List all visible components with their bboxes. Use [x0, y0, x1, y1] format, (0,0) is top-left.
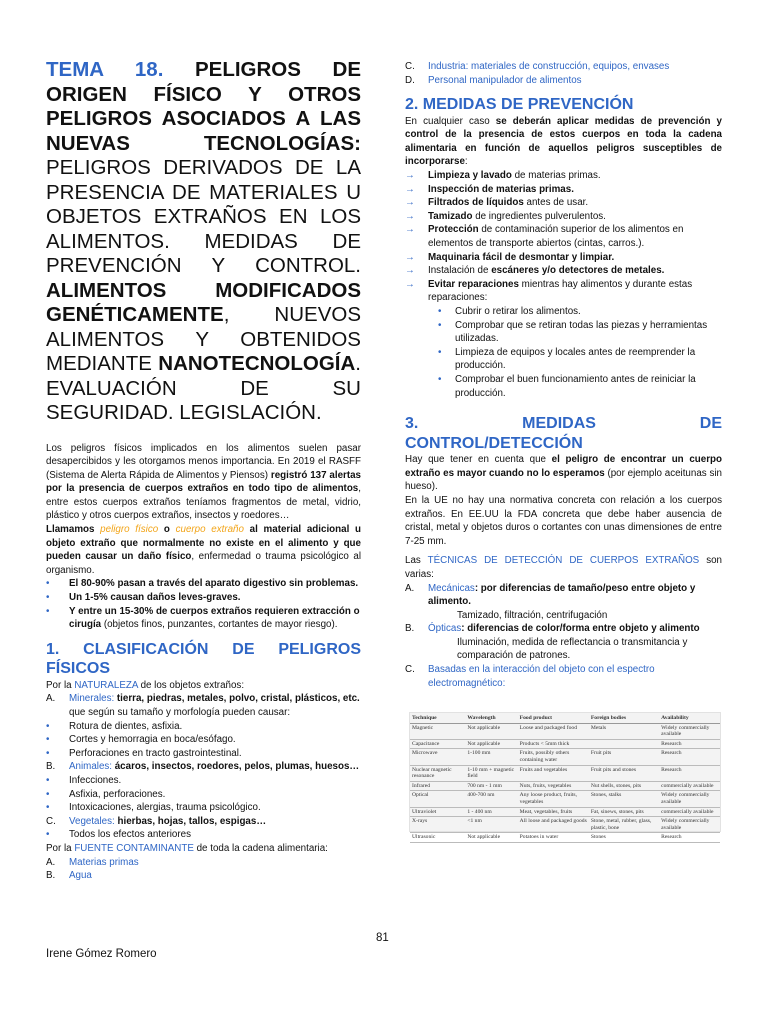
table-cell: 700 nm - 1 mm: [465, 781, 517, 791]
list-item: • Infecciones.: [46, 774, 122, 786]
list-item-minerales: A. Minerales: tierra, piedras, metales, polvo, cristal, plásticos, etc. que según su tamaño y morfología pueden causar:: [46, 693, 360, 718]
table-cell: Ultraviolet: [410, 807, 465, 817]
table-cell: Metals: [589, 723, 659, 739]
list-item: C. Industria: materiales de construcción, equipos, envases: [405, 61, 670, 72]
prevention-paragraph: En cualquier caso se deberán aplicar medidas de prevención y control de la presencia de estos cuerpos en toda la cadena alimentaria en función de aquellos peligros susceptibles de incorporarse:: [405, 115, 722, 168]
table-header-row: [410, 713, 720, 723]
list-item: • El 80-90% pasan a través del aparato digestivo sin problemas.: [46, 578, 359, 590]
techniques-line: Las TÉCNICAS DE DETECCIÓN DE CUERPOS EXTRAÑOS son varias:: [405, 555, 722, 580]
table-cell: <1 nm: [465, 817, 517, 833]
table-cell: Widely commercially available: [659, 817, 720, 833]
right-column: [405, 60, 722, 690]
list-item: → Maquinaria fácil de desmontar y limpiar.: [405, 251, 615, 263]
table-cell: Research: [659, 765, 720, 781]
table-cell: Fruits and vegetables: [518, 765, 589, 781]
statistics-list: [46, 577, 361, 631]
table-header-cell: Foreign bodies: [589, 713, 659, 723]
prevention-list: [405, 169, 722, 400]
table-row: [410, 817, 720, 833]
table-cell: Products < 5mm thick: [518, 739, 589, 749]
table-row: [410, 781, 720, 791]
list-item: → Instalación de escáneres y/o detectores de metales.: [405, 265, 665, 277]
table-cell: commercially available: [659, 781, 720, 791]
table-cell: Optical: [410, 791, 465, 807]
table-cell: Loose and packaged food: [518, 723, 589, 739]
list-item: → Evitar reparaciones mientras hay alimentos y durante estas reparaciones:: [405, 278, 693, 304]
list-item-opticas: B. Ópticas: diferencias de color/forma entre objeto y alimento: [405, 623, 700, 635]
table-cell: Ultrasonic: [410, 833, 465, 843]
table-cell: Fat, sinews, stones, pits: [589, 807, 659, 817]
table-cell: Magnetic: [410, 723, 465, 739]
footer-author: Irene Gómez Romero: [46, 948, 157, 960]
list-item: • Asfixia, perforaciones.: [46, 788, 166, 800]
table-cell: Not applicable: [465, 833, 517, 843]
table-cell: Nut shells, stones, pits: [589, 781, 659, 791]
table-cell: 1-10 mm + magnetic field: [465, 765, 517, 781]
list-item-espectro: C. Basadas en la interacción del objeto con el espectro electromagnético:: [405, 664, 655, 689]
table-cell: Meat, vegetables, fruits: [518, 807, 589, 817]
table-cell: [589, 739, 659, 749]
list-item: • Limpieza de equipos y locales antes de reemprender la producción.: [438, 346, 696, 372]
arrow-right-icon: →: [405, 265, 415, 277]
table-cell: 1 - 400 nm: [465, 807, 517, 817]
table-cell: Research: [659, 749, 720, 765]
table-cell: All loose and packaged goods: [518, 817, 589, 833]
arrow-right-icon: →: [405, 210, 415, 222]
detection-techniques-table: [409, 712, 721, 841]
table-header-cell: Availability: [659, 713, 720, 723]
list-item: • Cortes y hemorragia en boca/esófago.: [46, 734, 236, 746]
arrow-right-icon: →: [405, 183, 415, 195]
list-item: → Inspección de materias primas.: [405, 183, 574, 195]
table-cell: Capacitance: [410, 739, 465, 749]
section-heading-3-line2: CONTROL/DETECCIÓN: [405, 434, 583, 452]
list-item: → Limpieza y lavado de materias primas.: [405, 170, 601, 182]
detection-paragraph-1: Hay que tener en cuenta que el peligro de encontrar un cuerpo extraño es mayor cuando no lo esperamos (por ejemplo aceitunas sin hueso).: [405, 454, 722, 493]
table-cell: Widely commercially available: [659, 723, 720, 739]
definition-paragraph: Llamamos peligro físico o cuerpo extraño al material adicional u objeto extraño que normalmente no existe en el alimento y que pueden causar un daño físico, enfermedad o trauma psicológico al organismo.: [46, 524, 362, 576]
table-cell: Microwave: [410, 749, 465, 765]
table-cell: Fruit pits and stones: [589, 765, 659, 781]
table-cell: Widely commercially available: [659, 791, 720, 807]
list-item: • Un 1-5% causan daños leves-graves.: [46, 592, 241, 604]
table-row: [410, 739, 720, 749]
fuente-line: Por la FUENTE CONTAMINANTE de toda la cadena alimentaria:: [46, 842, 328, 854]
list-item: • Intoxicaciones, alergias, trauma psicológico.: [46, 802, 261, 814]
arrow-right-icon: →: [405, 170, 415, 182]
detection-paragraph-2: En la UE no hay una normativa concreta con relación a los cuerpos extraños. En EE.UU la FDA concreta que debe haber ausencia de cristal, metal y objetos duros o cortantes con unas dimensiones de entre 7-25 mm.: [405, 494, 722, 547]
table-cell: 1-100 mm: [465, 749, 517, 765]
list-item: → Protección de contaminación superior de los alimentos en elementos de transporte abiertos (cintas, carros.).: [405, 224, 684, 250]
table-row: [410, 791, 720, 807]
list-item: B. Agua: [46, 870, 92, 882]
list-item: → Tamizado de ingredientes pulverulentos.: [405, 210, 606, 222]
table-cell: Potatoes in water: [518, 833, 589, 843]
list-item-vegetales: C. Vegetales: hierbas, hojas, tallos, espigas…: [46, 815, 267, 827]
table-cell: Stone, metal, rubber, glass, plastic, bone: [589, 817, 659, 833]
list-item: • Perforaciones en tracto gastrointestinal.: [46, 747, 242, 759]
list-item: • Rotura de dientes, asfixia.: [46, 720, 183, 732]
list-item: • Cubrir o retirar los alimentos.: [438, 306, 581, 317]
mecanicas-detail: Tamizado, filtración, centrifugación: [457, 609, 608, 621]
table-row: [410, 723, 720, 739]
section-heading-1: 1. CLASIFICACIÓN DE PELIGROS FÍSICOS: [46, 640, 361, 678]
table-cell: Nuclear magnetic resonance: [410, 765, 465, 781]
section-heading-3: 3. MEDIDAS DE: [405, 415, 722, 433]
table-cell: Not applicable: [465, 723, 517, 739]
table-cell: Stones: [589, 833, 659, 843]
document-title: TEMA 18. PELIGROS DE ORIGEN FÍSICO Y OTROS PELIGROS ASOCIADOS A LAS NUEVAS TECNOLOGÍAS: PELIGROS DERIVADOS DE LA PRESENCIA DE MATERIALES U OBJETOS EXTRAÑOS EN LOS ALIMENTOS. MEDIDAS DE PREVENCIÓN Y CONTROL. ALIMENTOS MODIFICADOS GENÉTICAMENTE, NUEVOS ALIMENTOS Y OBTENIDOS MEDIANTE NANOTECNOLOGÍA. EVALUACIÓN DE SU SEGURIDAD. LEGISLACIÓN.: [46, 58, 361, 424]
naturaleza-line: Por la NATURALEZA de los objetos extraños:: [46, 679, 245, 691]
arrow-right-icon: →: [405, 197, 415, 209]
table-row: [410, 807, 720, 817]
arrow-right-icon: →: [405, 224, 415, 236]
list-item: • Comprobar que se retiran todas las piezas y herramientas utilizadas.: [438, 319, 708, 345]
arrow-right-icon: →: [405, 278, 415, 290]
list-item-mecanicas: A. Mecánicas: por diferencias de tamaño/peso entre objeto y alimento.: [405, 582, 696, 608]
table-cell: Stones, stalks: [589, 791, 659, 807]
table-cell: Research: [659, 833, 720, 843]
list-item: • Y entre un 15-30% de cuerpos extraños requieren extracción o cirugía (objetos finos, punzantes, cortantes de mayor riesgo).: [46, 605, 360, 631]
table-cell: commercially available: [659, 807, 720, 817]
table-cell: X-rays: [410, 817, 465, 833]
list-item: • Todos los efectos anteriores: [46, 829, 191, 841]
table-cell: Nuts, fruits, vegetables: [518, 781, 589, 791]
arrow-right-icon: →: [405, 251, 415, 263]
table-row: [410, 833, 720, 843]
list-item: A. Materias primas: [46, 856, 139, 868]
list-item: • Comprobar el buen funcionamiento antes de reiniciar la producción.: [438, 373, 696, 399]
section-heading-2: 2. MEDIDAS DE PREVENCIÓN: [405, 96, 634, 114]
table-row: [410, 749, 720, 765]
table-cell: Infrared: [410, 781, 465, 791]
table-header-cell: Technique: [410, 713, 465, 723]
left-column: [46, 58, 361, 883]
list-item-animales: B. Animales: ácaros, insectos, roedores, pelos, plumas, huesos…: [46, 761, 360, 773]
table-row: [410, 765, 720, 781]
table-header-cell: Food product: [518, 713, 589, 723]
table-header-cell: Wavelength: [465, 713, 517, 723]
table-cell: Research: [659, 739, 720, 749]
list-item: → Filtrados de líquidos antes de usar.: [405, 197, 589, 209]
table-cell: Fruit pits: [589, 749, 659, 765]
table-cell: Any loose product, fruits, vegetables: [518, 791, 589, 807]
table-body: [410, 723, 720, 842]
page-number: 81: [376, 932, 389, 944]
table-cell: Fruits, possibly others containing water: [518, 749, 589, 765]
opticas-detail: Iluminación, medida de reflectancia o transmitancia y comparación de patrones.: [457, 636, 688, 662]
list-item: D. Personal manipulador de alimentos: [405, 74, 582, 86]
intro-paragraph: Los peligros físicos implicados en los alimentos suelen pasar desapercibidos y les otorgamos menos importancia. En 2019 el RASFF (Sistema de Alerta Rápida de Alimentos y Piensos) registró 137 alertas por la presencia de cuerpos extraños en todo tipo de alimentos, entre estos cuerpos extraños teníamos fragmentos de metal, vidrio, plástico y otros cuerpos extraños, insectos y roedores…: [46, 442, 361, 522]
repair-sublist: [405, 305, 722, 400]
table-cell: 400-700 nm: [465, 791, 517, 807]
table-cell: Not applicable: [465, 739, 517, 749]
